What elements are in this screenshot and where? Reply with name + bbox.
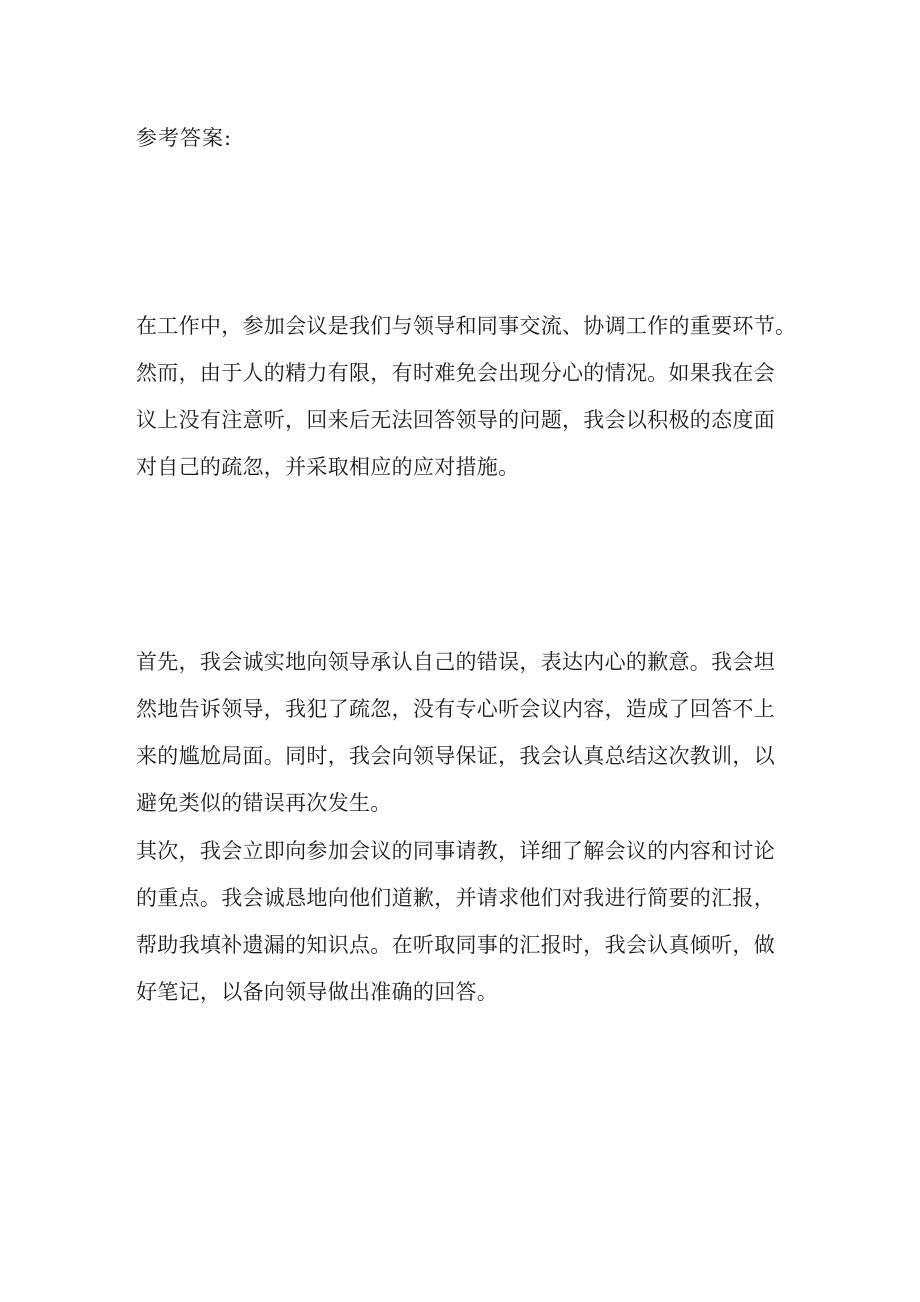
text-line: 避免类似的错误再次发生。 — [136, 791, 392, 815]
text-line: 来的尴尬局面。同时，我会向领导保证，我会认真总结这次教训，以 — [136, 744, 775, 768]
paragraph-second — [136, 828, 806, 1016]
text-line: 在工作中，参加会议是我们与领导和同事交流、协调工作的重要环节。 — [136, 314, 797, 338]
answer-heading: 参考答案: — [136, 126, 233, 150]
text-line: 然地告诉领导，我犯了疏忽，没有专心听会议内容，造成了回答不上 — [136, 697, 775, 721]
paragraph-intro — [136, 303, 806, 491]
text-line: 其次，我会立即向参加会议的同事请教，详细了解会议的内容和讨论 — [136, 839, 775, 863]
text-line: 的重点。我会诚恳地向他们道歉，并请求他们对我进行简要的汇报， — [136, 886, 775, 910]
text-line: 对自己的疏忽，并采取相应的应对措施。 — [136, 455, 520, 479]
text-line: 议上没有注意听，回来后无法回答领导的问题，我会以积极的态度面 — [136, 408, 775, 432]
text-line: 帮助我填补遗漏的知识点。在听取同事的汇报时，我会认真倾听，做 — [136, 933, 775, 957]
paragraph-first — [136, 639, 806, 827]
text-line: 然而，由于人的精力有限，有时难免会出现分心的情况。如果我在会 — [136, 361, 775, 385]
text-line: 好笔记，以备向领导做出准确的回答。 — [136, 980, 499, 1004]
text-line: 首先，我会诚实地向领导承认自己的错误，表达内心的歉意。我会坦 — [136, 650, 775, 674]
